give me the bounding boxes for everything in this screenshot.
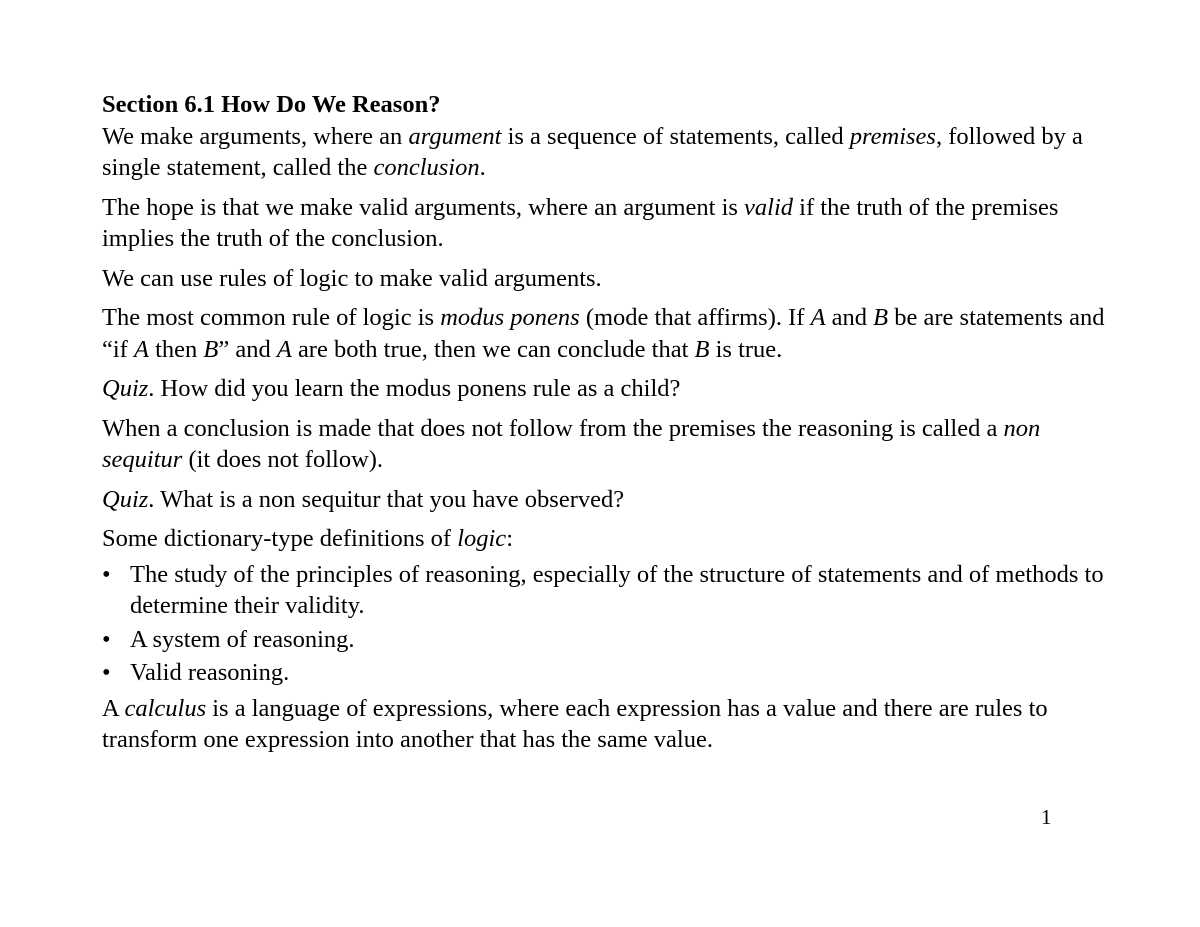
document-page [102, 89, 1112, 764]
list-item [102, 624, 1112, 656]
text-run: We make arguments, where an [102, 122, 409, 150]
bullet-icon: • [102, 659, 111, 686]
text-run: A [102, 694, 125, 722]
text-run: are both true, then we can conclude that [291, 335, 695, 363]
page-number: 1 [1041, 805, 1052, 829]
quiz-label: Quiz [102, 485, 149, 513]
text-run: is true. [709, 335, 783, 363]
paragraph-quiz-modus-ponens [102, 373, 1112, 405]
list-item [102, 559, 1112, 622]
text-run: , followed by a single statement, called the [102, 122, 1083, 181]
quiz-label: Quiz [102, 375, 149, 402]
text-run: then [148, 335, 204, 363]
paragraph-rules-of-logic [102, 263, 1112, 295]
text-run: (mode that affirms). If [579, 304, 811, 331]
definition-text: The study of the principles of reasoning, especially of the structure of statements and of methods to determine their validity. [130, 560, 1104, 619]
term-premises: premises [849, 122, 936, 150]
paragraph-calculus-definition [102, 693, 1112, 756]
text-run: is a language of expressions, where each expression has a value and there are rules to transform one expression into another that has the same value. [102, 694, 1048, 753]
variable-a: A [133, 335, 149, 363]
list-item [102, 657, 1112, 689]
text-run: and [825, 304, 874, 331]
text-run: When a conclusion is made that does not follow from the premises the reasoning is called a [102, 414, 1004, 442]
paragraph-valid-definition [102, 192, 1112, 255]
text-run: if the truth of the premises implies the truth of the conclusion. [102, 193, 1059, 252]
definitions-list [102, 559, 1112, 689]
text-run: . What is a non sequitur that you have observed? [148, 485, 625, 513]
term-conclusion: conclusion [373, 154, 480, 181]
paragraph-quiz-non-sequitur [102, 484, 1112, 516]
paragraph-modus-ponens [102, 302, 1112, 365]
text-run: is a sequence of statements, called [501, 122, 850, 150]
variable-b: B [873, 304, 889, 331]
text-run: The hope is that we make valid arguments, where an argument is [102, 193, 745, 221]
definition-text: A system of reasoning. [130, 625, 355, 653]
text-run: : [506, 525, 513, 552]
text-run: We can use rules of logic to make valid arguments. [102, 264, 602, 292]
text-run: The most common rule of logic is [102, 304, 441, 331]
variable-a: A [276, 335, 292, 363]
bullet-icon: • [102, 625, 111, 653]
term-modus-ponens: modus ponens [440, 304, 580, 331]
section-title: Section 6.1 How Do We Reason? [102, 91, 441, 118]
term-logic: logic [457, 525, 507, 552]
variable-a: A [810, 304, 826, 331]
paragraph-argument-definition [102, 121, 1112, 184]
paragraph-non-sequitur [102, 413, 1112, 476]
term-argument: argument [408, 122, 502, 150]
text-run: be are statements and “if [102, 304, 1105, 363]
term-calculus: calculus [124, 694, 207, 722]
term-non-sequitur: non sequitur [102, 414, 1041, 473]
variable-b: B [203, 335, 219, 363]
term-valid: valid [744, 193, 794, 221]
definition-text: Valid reasoning. [130, 659, 290, 686]
text-run: . [479, 154, 486, 181]
text-run: Some dictionary-type definitions of [102, 525, 458, 552]
text-run: ” and [218, 335, 277, 363]
text-run: . How did you learn the modus ponens rule as a child? [148, 375, 681, 402]
bullet-icon: • [102, 560, 111, 588]
paragraph-logic-definitions-intro [102, 523, 1112, 555]
text-run: (it does not follow). [182, 446, 384, 473]
variable-b: B [694, 335, 710, 363]
